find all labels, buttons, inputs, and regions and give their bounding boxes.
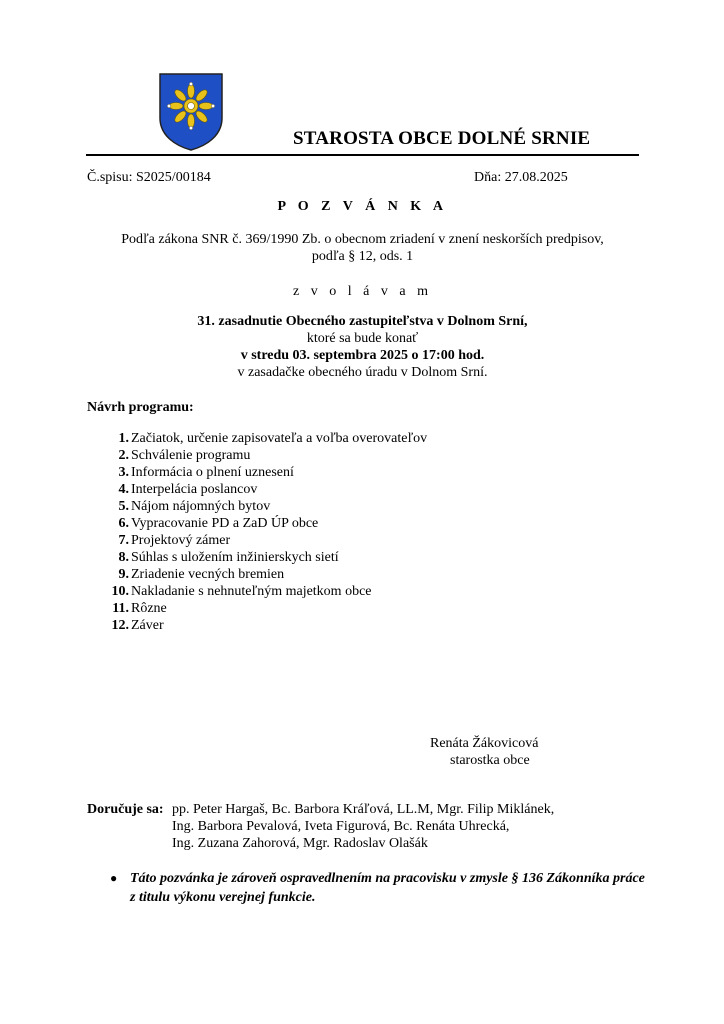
program-item <box>100 515 427 532</box>
delivery-recipients-line-2: Ing. Barbora Pevalová, Iveta Figurová, Bc. Renáta Uhrecká, <box>172 819 510 834</box>
program-item-text: Nájom nájomných bytov <box>131 499 271 514</box>
law-reference-line-2: podľa § 12, ods. 1 <box>311 249 414 264</box>
law-reference-line-1: Podľa zákona SNR č. 369/1990 Zb. o obecnom zriadení v znení neskorších predpisov, <box>121 232 604 247</box>
program-item <box>100 430 427 447</box>
document-title: P O Z V Á N K A <box>277 199 448 214</box>
program-item-number: 9. <box>118 567 129 582</box>
page-title: STAROSTA OBCE DOLNÉ SRNIE <box>293 128 591 149</box>
bullet-icon: ● <box>110 871 118 885</box>
program-item-text: Nakladanie s nehnuteľným majetkom obce <box>131 584 372 599</box>
meeting-location: v zasadačke obecného úradu v Dolnom Srní. <box>237 365 488 380</box>
signatory-name: Renáta Žákovicová <box>430 736 539 751</box>
program-item-text: Rôzne <box>131 601 167 616</box>
program-item-text: Schválenie programu <box>131 448 251 463</box>
meeting-datetime: v stredu 03. septembra 2025 o 17:00 hod. <box>240 348 485 363</box>
excuse-note: Táto pozvánka je zároveň ospravedlnením na pracovisku v zmysle § 136 Zákonníka práce z titulu výkonu verejnej funkcie. <box>130 871 645 905</box>
program-item-text: Začiatok, určenie zapisovateľa a voľba overovateľov <box>131 431 428 446</box>
program-item-text: Projektový zámer <box>131 533 231 548</box>
signatory-role: starostka obce <box>450 753 530 768</box>
program-title: Návrh programu: <box>87 400 194 415</box>
program-item <box>100 583 427 600</box>
program-item <box>100 481 427 498</box>
program-item-text: Vypracovanie PD a ZaD ÚP obce <box>131 516 319 531</box>
program-item <box>100 498 427 515</box>
program-item-number: 6. <box>118 516 129 531</box>
program-item <box>100 549 427 566</box>
program-item <box>100 566 427 583</box>
program-item <box>100 600 427 617</box>
program-item-text: Záver <box>131 618 164 633</box>
document-date: Dňa: 27.08.2025 <box>474 170 568 185</box>
program-item-number: 2. <box>118 448 129 463</box>
program-item-number: 5. <box>118 499 129 514</box>
program-item-number: 11. <box>112 601 129 616</box>
program-item-number: 12. <box>111 618 129 633</box>
program-item-text: Súhlas s uložením inžinierskych sietí <box>131 550 339 565</box>
delivery-label: Doručuje sa: <box>87 802 164 817</box>
program-item-number: 8. <box>118 550 129 565</box>
program-item <box>100 464 427 481</box>
program-item-number: 3. <box>118 465 129 480</box>
meeting-name: 31. zasadnutie Obecného zastupiteľstva v Dolnom Srní, <box>197 314 528 329</box>
program-item-number: 10. <box>111 584 129 599</box>
summon-text: z v o l á v a m <box>293 284 432 299</box>
meeting-intro: ktoré sa bude konať <box>306 331 419 346</box>
program-item-number: 4. <box>118 482 129 497</box>
program-item-text: Interpelácia poslancov <box>131 482 258 497</box>
program-item-text: Informácia o plnení uznesení <box>131 465 294 480</box>
program-item <box>100 447 427 464</box>
program-item-number: 1. <box>118 431 129 446</box>
program-item <box>100 617 427 634</box>
program-item <box>100 532 427 549</box>
file-reference: Č.spisu: S2025/00184 <box>87 170 211 185</box>
program-item-text: Zriadenie vecných bremien <box>131 567 285 582</box>
program-item-number: 7. <box>118 533 129 548</box>
delivery-recipients-line-1: pp. Peter Hargaš, Bc. Barbora Kráľová, LL.M, Mgr. Filip Miklánek, <box>172 802 555 817</box>
program-list <box>100 430 427 634</box>
delivery-recipients-line-3: Ing. Zuzana Zahorová, Mgr. Radoslav Olašák <box>172 836 428 851</box>
header-divider <box>86 154 639 156</box>
coat-of-arms-icon <box>158 72 224 152</box>
